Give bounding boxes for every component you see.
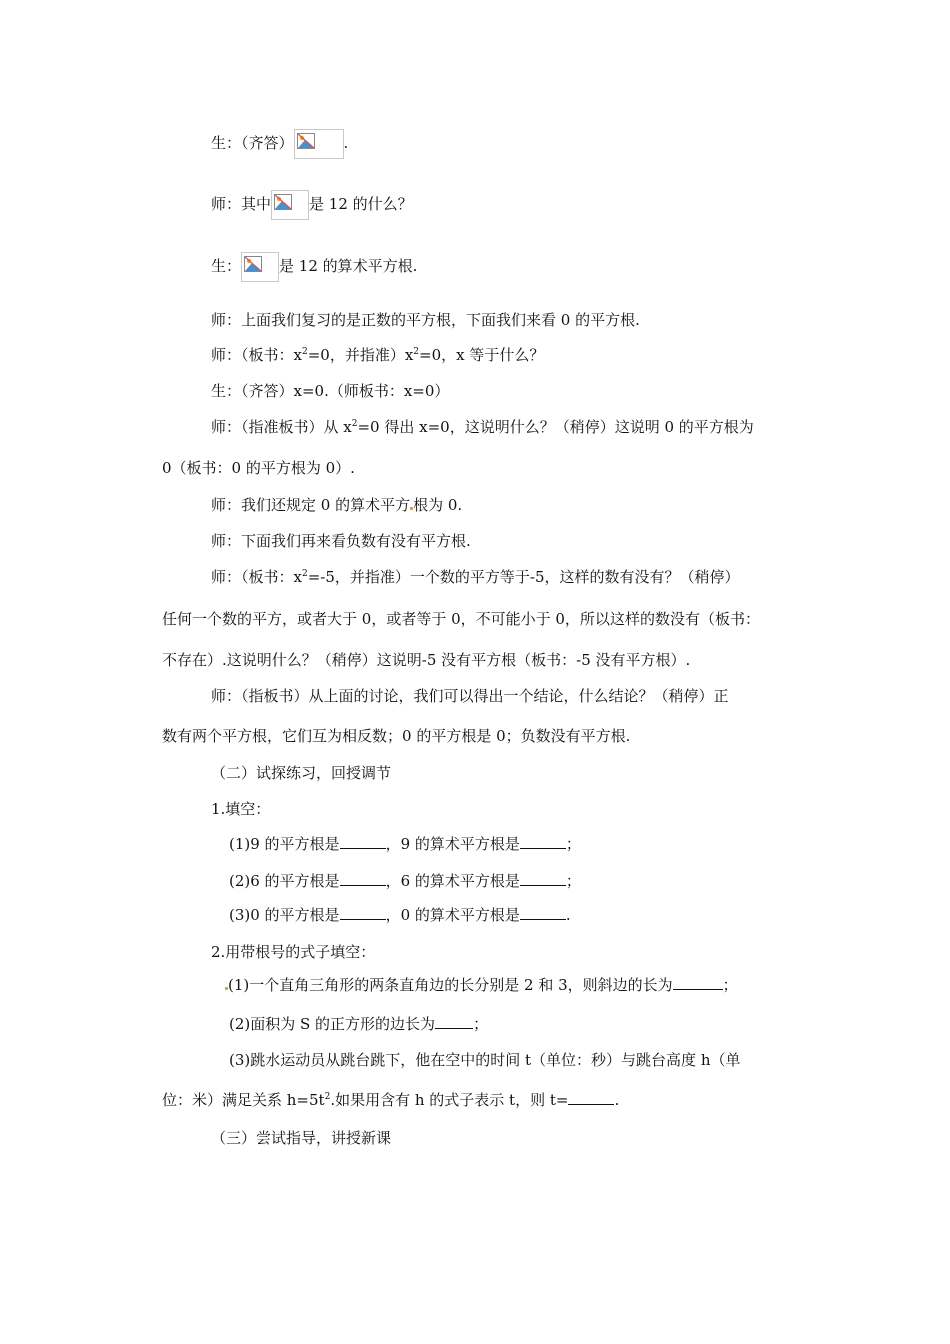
answer-blank — [340, 905, 386, 920]
formula-image-placeholder — [271, 190, 309, 220]
dialogue-line — [211, 345, 544, 365]
broken-image-icon — [297, 133, 315, 149]
line-text: =0，并指准）x — [307, 346, 414, 364]
line-text: 师：（板书：x — [211, 568, 302, 586]
dialogue-line — [211, 129, 348, 159]
line-text: 生： — [211, 257, 242, 275]
exercise-item — [229, 871, 581, 891]
answer-blank — [435, 1014, 473, 1029]
dialogue-line: 数有两个平方根，它们互为相反数；0 的平方根是 0；负数没有平方根. — [162, 727, 631, 745]
line-text: 师：（板书：x — [211, 346, 302, 364]
formula-image-placeholder — [294, 129, 344, 159]
answer-blank — [520, 834, 566, 849]
superscript: 2 — [351, 419, 358, 429]
answer-blank — [520, 905, 566, 920]
dialogue-line — [211, 252, 417, 282]
line-text: (1)一个直角三角形的两条直角边的长分别是 2 和 3，则斜边的长为 — [228, 976, 673, 994]
exercise-heading: 1.填空： — [211, 800, 271, 818]
line-text: ； — [565, 872, 581, 890]
broken-image-icon — [274, 194, 292, 210]
exercise-item — [162, 1090, 619, 1110]
dialogue-line: 任何一个数的平方，或者大于 0，或者等于 0，不可能小于 0，所以这样的数没有（板书： — [162, 610, 760, 628]
answer-blank — [520, 871, 566, 886]
line-text: ，0 的算术平方根是 — [385, 906, 520, 924]
line-text: 是 12 的算术平方根. — [279, 257, 418, 275]
line-text: ； — [565, 835, 581, 853]
line-text: (3)0 的平方根是 — [229, 906, 340, 924]
superscript: 2 — [413, 347, 420, 357]
answer-blank — [340, 871, 386, 886]
superscript: 2 — [301, 569, 308, 579]
exercise-item — [225, 975, 738, 995]
answer-blank — [673, 975, 723, 990]
section-heading: （三）尝试指导，讲授新课 — [211, 1129, 392, 1147]
exercise-heading: 2.用带根号的式子填空： — [211, 943, 376, 961]
formula-image-placeholder — [241, 252, 279, 282]
line-text: 师：其中 — [211, 195, 272, 213]
line-text: ，6 的算术平方根是 — [385, 872, 520, 890]
exercise-item — [229, 1014, 488, 1034]
line-text: ； — [722, 976, 738, 994]
line-text: . — [343, 134, 349, 152]
dialogue-line: 不存在）.这说明什么？（稍停）这说明-5 没有平方根（板书：-5 没有平方根）. — [162, 651, 691, 669]
line-text: 位：米）满足关系 h=5t — [162, 1091, 325, 1109]
line-text: 根为 0. — [413, 496, 463, 514]
line-text: 师：（指准板书）从 x — [211, 418, 352, 436]
dialogue-line — [211, 190, 413, 220]
line-text: .如果用含有 h 的式子表示 t，则 t= — [330, 1091, 569, 1109]
exercise-item — [229, 834, 581, 854]
line-text: (1)9 的平方根是 — [229, 835, 340, 853]
answer-blank — [340, 834, 386, 849]
line-text: =0 得出 x=0，这说明什么？（稍停）这说明 0 的平方根为 — [357, 418, 754, 436]
line-text: 生：（齐答） — [211, 134, 294, 152]
line-text: 是 12 的什么？ — [309, 195, 413, 213]
dialogue-line: 0（板书：0 的平方根为 0）. — [162, 459, 355, 477]
dialogue-line: 师：上面我们复习的是正数的平方根，下面我们来看 0 的平方根. — [211, 311, 640, 329]
dialogue-line — [211, 567, 740, 587]
line-text: =0，x 等于什么？ — [419, 346, 545, 364]
superscript: 2 — [324, 1092, 331, 1102]
superscript: 2 — [301, 347, 308, 357]
exercise-item — [229, 905, 571, 925]
dialogue-line — [211, 417, 754, 437]
dialogue-line — [211, 495, 462, 515]
dialogue-line: 师：（指板书）从上面的讨论，我们可以得出一个结论，什么结论？（稍停）正 — [211, 687, 729, 705]
line-text: 师：我们还规定 0 的算术平方 — [211, 496, 411, 514]
dialogue-line: 生：（齐答）x=0.（师板书：x=0） — [211, 382, 450, 400]
line-text: . — [565, 906, 571, 924]
exercise-item: (3)跳水运动员从跳台跳下，他在空中的时间 t（单位：秒）与跳台高度 h（单 — [229, 1051, 741, 1069]
line-text: (2)6 的平方根是 — [229, 872, 340, 890]
broken-image-icon — [244, 256, 262, 272]
line-text: (2)面积为 S 的正方形的边长为 — [229, 1015, 436, 1033]
line-text: ； — [473, 1015, 489, 1033]
line-text: . — [614, 1091, 620, 1109]
dialogue-line: 师：下面我们再来看负数有没有平方根. — [211, 532, 471, 550]
line-text: =-5，并指准）一个数的平方等于-5，这样的数有没有？（稍停） — [307, 568, 740, 586]
section-heading: （二）试探练习，回授调节 — [211, 764, 392, 782]
answer-blank — [568, 1090, 614, 1105]
line-text: ，9 的算术平方根是 — [385, 835, 520, 853]
